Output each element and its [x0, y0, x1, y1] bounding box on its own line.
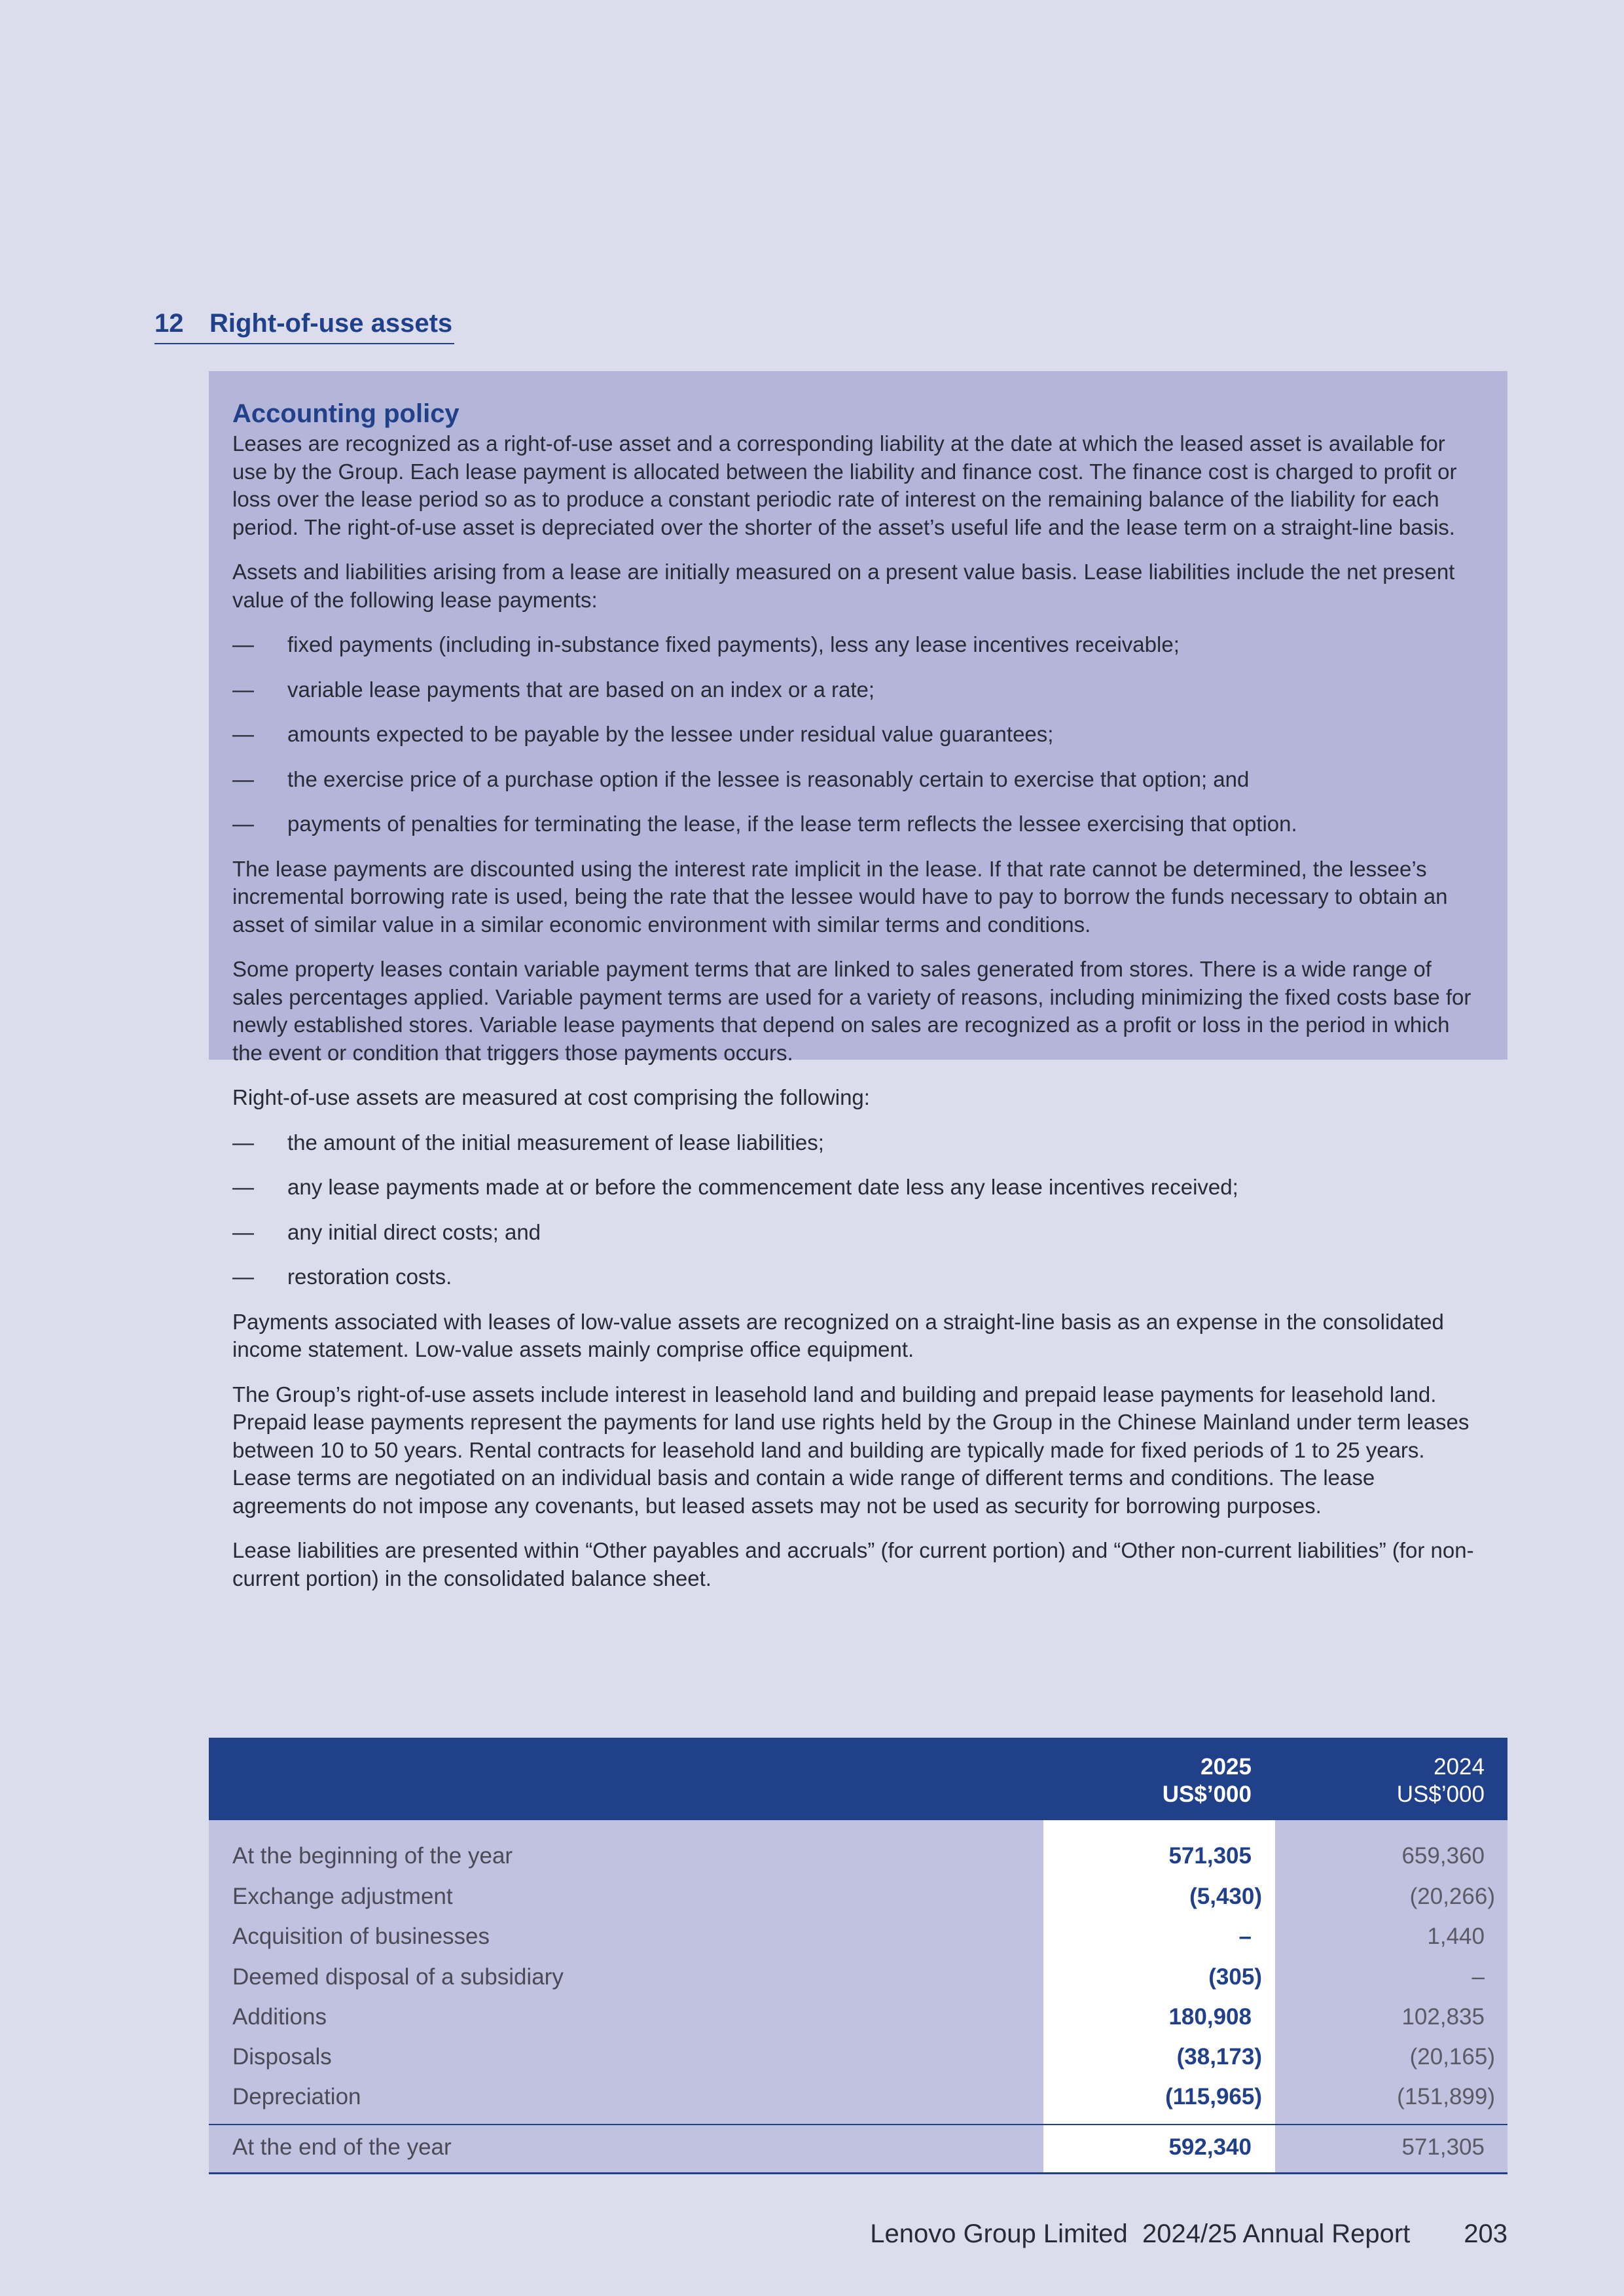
footer-report: 2024/25 Annual Report: [1142, 2219, 1411, 2248]
bullet-text: the exercise price of a purchase option if the lessee is reasonably certain to exercise that option; and: [287, 766, 1250, 791]
value-2024: (151,899): [1397, 2084, 1495, 2109]
footer-company: Lenovo Group Limited: [870, 2219, 1128, 2248]
policy-text: [232, 430, 1485, 1592]
value-2025: (115,965): [1165, 2084, 1262, 2109]
bullet-item: [232, 676, 1485, 704]
policy-paragraph: Assets and liabilities arising from a lease are initially measured on a present value basis. Lease liabilities include the net present value of the following lease payments:: [232, 560, 1455, 612]
row-label: Disposals: [232, 2044, 332, 2070]
value-2025: 592,340: [1168, 2134, 1252, 2160]
bullet-text: any initial direct costs; and: [287, 1219, 541, 1244]
row-label: At the beginning of the year: [232, 1843, 513, 1869]
bullet-dash: —: [232, 1219, 254, 1244]
table-header: [209, 1738, 1507, 1820]
table-bottom-rule: [209, 2172, 1507, 2174]
bullet-text: the amount of the initial measurement of lease liabilities;: [287, 1130, 824, 1155]
bullet-dash: —: [232, 1130, 254, 1155]
policy-paragraph: The Group’s right-of-use assets include interest in leasehold land and building and prepaid lease payments for leasehold land. Prepaid lease payments represent the payments for land use rights held by the Group in the Chinese Mainland under term leases between 10 to 50 years. Rental contracts for leasehold land and building are typically made for fixed periods of 1 to 25 years. Lease terms are negotiated on an individual basis and contain a wide range of different terms and conditions. The lease agreements do not impose any covenants, but leased assets may not be used as security for borrowing purposes.: [232, 1382, 1470, 1518]
bullet-item: [232, 1219, 1485, 1247]
value-2024: (20,266): [1409, 1884, 1495, 1909]
bullet-item: [232, 1263, 1485, 1291]
column-header-2025: [1163, 1753, 1252, 1808]
policy-paragraph: Lease liabilities are presented within “Other payables and accruals” (for current portion) and “Other non-current liabilities” (for non-current portion) in the consolidated balance sheet.: [232, 1538, 1474, 1590]
row-label: Acquisition of businesses: [232, 1924, 490, 1949]
accounting-policy-box: [209, 371, 1507, 1590]
value-2025: (5,430): [1189, 1884, 1262, 1909]
value-2024: 571,305: [1401, 2134, 1485, 2160]
policy-paragraph: The lease payments are discounted using the interest rate implicit in the lease. If that rate cannot be determined, the lessee’s incremental borrowing rate is used, being the rate that the lessee would have to pay to borrow the funds necessary to obtain an asset of similar value in a similar economic environment with similar terms and conditions.: [232, 856, 1448, 937]
bullet-dash: —: [232, 1265, 254, 1289]
bullet-dash: —: [232, 677, 254, 702]
policy-paragraph: Payments associated with leases of low-value assets are recognized on a straight-line basis as an expense in the consolidated income statement. Low-value assets mainly comprise office equipment.: [232, 1309, 1444, 1361]
bullet-dash: —: [232, 766, 254, 791]
bullet-dash: —: [232, 812, 254, 836]
policy-paragraph: Right-of-use assets are measured at cost comprising the following:: [232, 1085, 870, 1109]
value-2025: (38,173): [1176, 2044, 1262, 2070]
section-title: Right-of-use assets: [209, 309, 453, 338]
policy-title: Accounting policy: [232, 399, 460, 428]
column-unit-2024: US$’000: [1396, 1782, 1485, 1807]
page-footer: [870, 2217, 1507, 2250]
bullet-dash: —: [232, 1175, 254, 1199]
table-row: [209, 1876, 1507, 1916]
bullet-item: [232, 631, 1485, 659]
value-2025: (305): [1208, 1964, 1262, 1990]
column-unit-2025: US$’000: [1162, 1782, 1252, 1807]
table-row: [209, 1916, 1507, 1956]
bullet-item: [232, 810, 1485, 838]
column-header-2024: [1397, 1753, 1485, 1808]
value-2024: (20,165): [1409, 2044, 1495, 2070]
row-label: Depreciation: [232, 2084, 361, 2109]
column-year-2025: 2025: [1200, 1754, 1252, 1780]
bullet-text: amounts expected to be payable by the lessee under residual value guarantees;: [287, 722, 1054, 746]
value-2025: –: [1238, 1924, 1252, 1949]
page-number: 203: [1464, 2219, 1507, 2248]
subtotal-divider: [209, 2124, 1507, 2125]
bullet-text: variable lease payments that are based on an index or a rate;: [287, 677, 875, 702]
row-label: At the end of the year: [232, 2134, 452, 2160]
column-year-2024: 2024: [1434, 1754, 1485, 1780]
policy-paragraph: Leases are recognized as a right-of-use asset and a corresponding liability at the date at which the leased asset is available for use by the Group. Each lease payment is allocated between the liability and finance cost. The finance cost is charged to profit or loss over the lease period so as to produce a constant periodic rate of interest on the remaining balance of the liability for each period. The right-of-use asset is depreciated over the shorter of the asset’s useful life and the lease term on a straight-line basis.: [232, 431, 1457, 539]
bullet-dash: —: [232, 722, 254, 746]
bullet-text: payments of penalties for terminating the lease, if the lease term reflects the lessee exercising that option.: [287, 812, 1297, 836]
value-2024: 659,360: [1401, 1843, 1485, 1869]
bullet-item: [232, 721, 1485, 749]
table-row: [209, 1957, 1507, 1997]
table-row: [209, 2077, 1507, 2117]
section-number: 12: [154, 309, 184, 338]
value-2024: 102,835: [1401, 2004, 1485, 2030]
table-row: [209, 2037, 1507, 2077]
value-2025: 571,305: [1168, 1843, 1252, 1869]
bullet-text: fixed payments (including in-substance fixed payments), less any lease incentives receivable;: [287, 632, 1180, 656]
table-row: [209, 1997, 1507, 2037]
row-label: Additions: [232, 2004, 327, 2030]
row-label: Deemed disposal of a subsidiary: [232, 1964, 564, 1990]
table-row: [209, 1836, 1507, 1876]
bullet-text: any lease payments made at or before the commencement date less any lease incentives received;: [287, 1175, 1238, 1199]
value-2024: –: [1471, 1964, 1485, 1990]
bullet-dash: —: [232, 632, 254, 656]
movement-table: [209, 1820, 1507, 2174]
section-heading: [154, 305, 454, 344]
total-row: [209, 2127, 1507, 2167]
bullet-item: [232, 1129, 1485, 1157]
value-2025: 180,908: [1168, 2004, 1252, 2030]
bullet-text: restoration costs.: [287, 1265, 452, 1289]
value-2024: 1,440: [1427, 1924, 1485, 1949]
bullet-item: [232, 1174, 1485, 1202]
bullet-item: [232, 766, 1485, 794]
row-label: Exchange adjustment: [232, 1884, 453, 1909]
policy-paragraph: Some property leases contain variable payment terms that are linked to sales generated from stores. There is a wide range of sales percentages applied. Variable payment terms are used for a variety of reasons, including minimizing the fixed costs base for newly established stores. Variable lease payments that depend on sales are recognized as a profit or loss in the period in which the event or condition that triggers those payments occurs.: [232, 957, 1471, 1065]
